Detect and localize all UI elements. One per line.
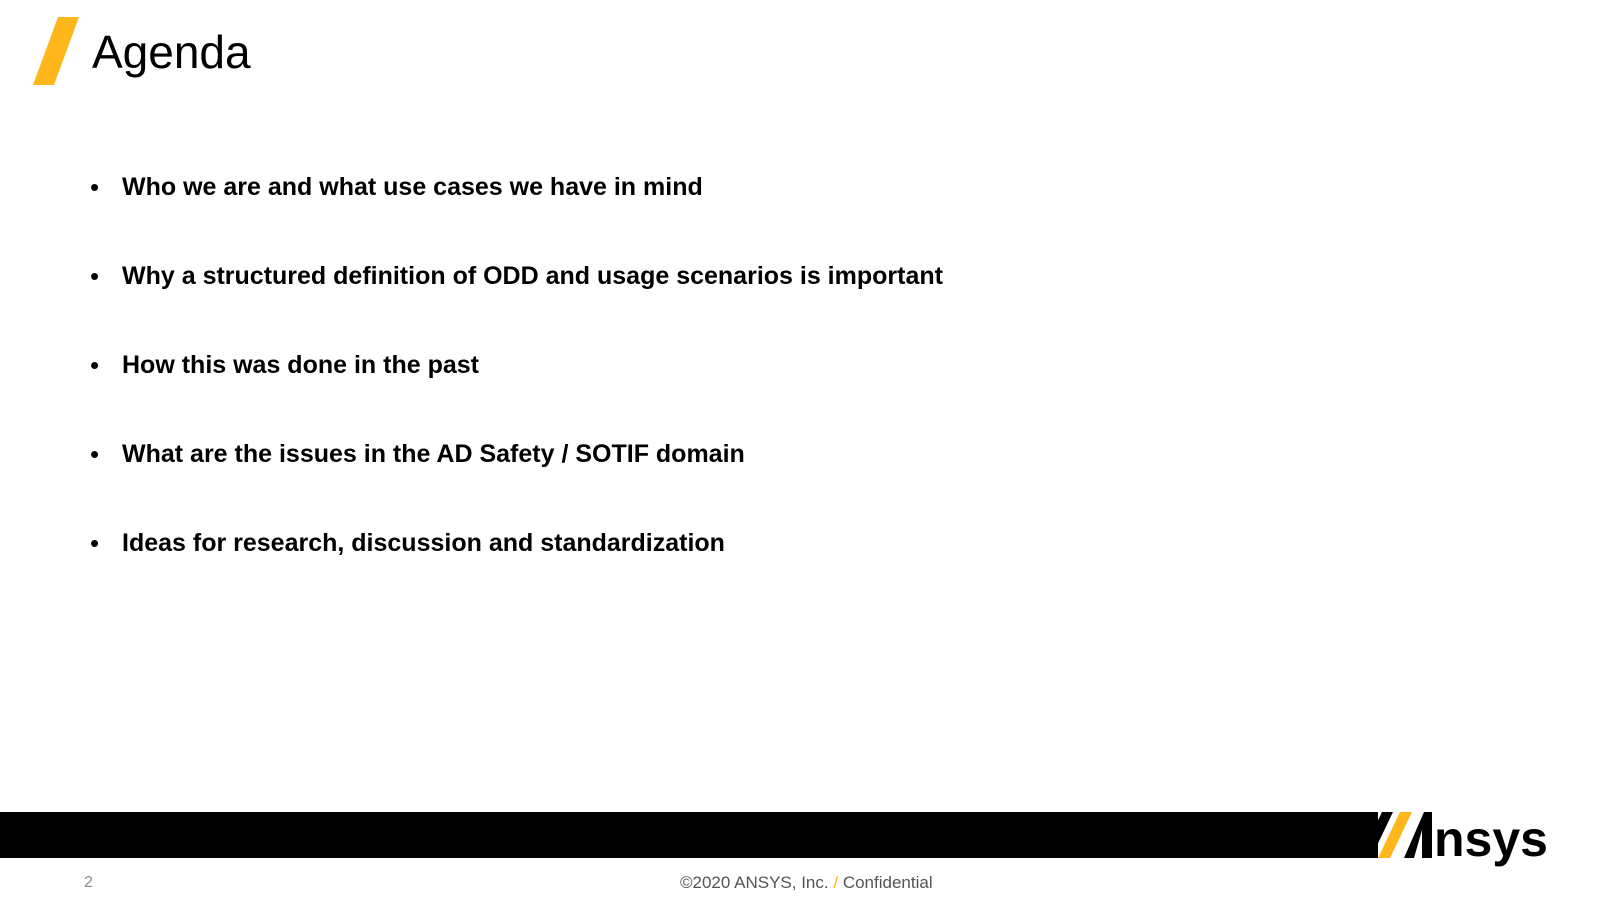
bullet-text: Why a structured definition of ODD and usage scenarios is important [122, 262, 943, 290]
ansys-logo-icon [1360, 812, 1565, 872]
footer-copyright [680, 873, 933, 893]
bullet-text: How this was done in the past [122, 351, 479, 379]
page-number: 2 [84, 874, 93, 891]
list-item [90, 170, 943, 259]
list-item [90, 526, 943, 615]
list-item [90, 348, 943, 437]
bullet-text: What are the issues in the AD Safety / SOTIF domain [122, 440, 745, 468]
bullet-text: Who we are and what use cases we have in mind [122, 173, 703, 201]
slide-title: Agenda [92, 26, 251, 78]
confidential-label: Confidential [842, 873, 933, 892]
title-accent-slash-icon [33, 17, 79, 85]
bullet-icon: • [90, 261, 100, 291]
agenda-list [90, 170, 943, 615]
bullet-icon: • [90, 439, 100, 469]
bullet-icon: • [90, 350, 100, 380]
list-item [90, 437, 943, 526]
bullet-icon: • [90, 528, 100, 558]
copyright-text: ©2020 ANSYS, Inc. [680, 873, 829, 892]
bullet-text: Ideas for research, discussion and standardization [122, 529, 725, 557]
footer-bar [0, 812, 1378, 858]
footer-separator: / [833, 873, 839, 892]
svg-text:nsys: nsys [1434, 812, 1548, 867]
bullet-icon: • [90, 172, 100, 202]
list-item [90, 259, 943, 348]
